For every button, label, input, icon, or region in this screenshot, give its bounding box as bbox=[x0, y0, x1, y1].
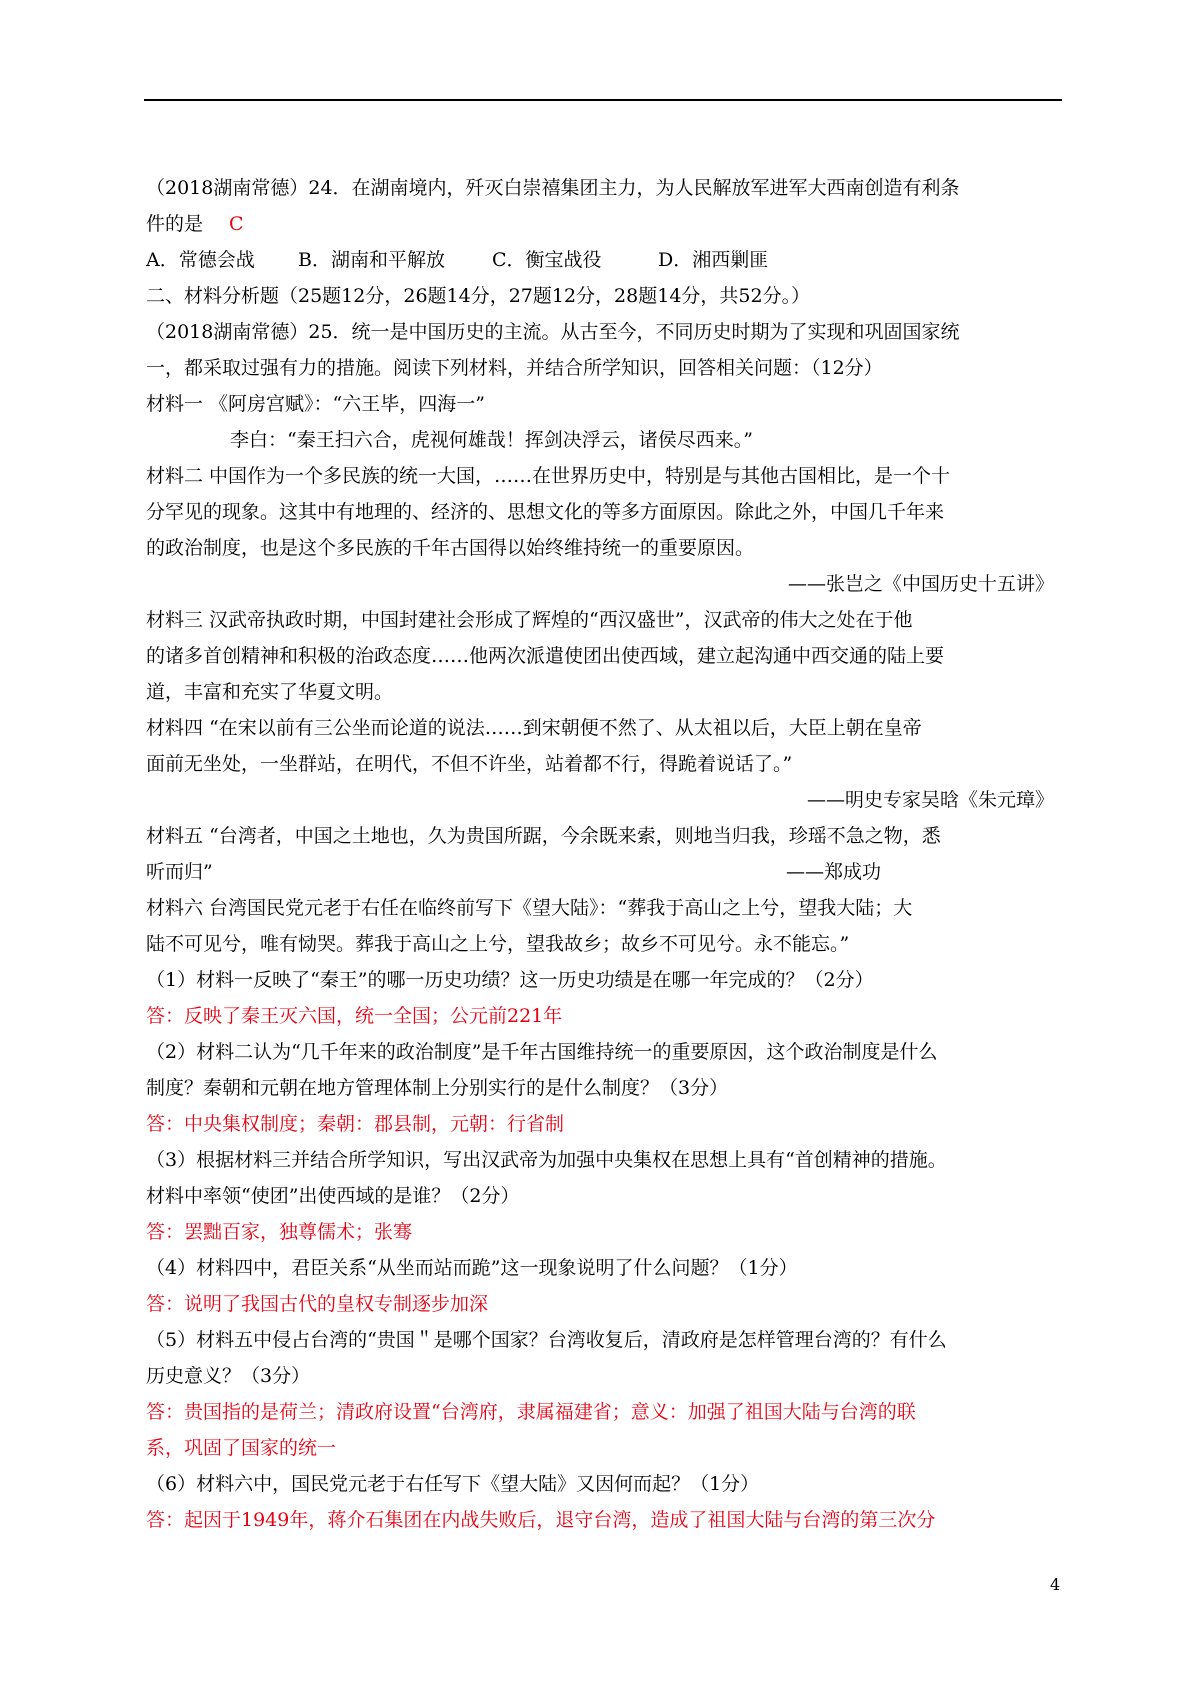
sub-question-3-line2: 材料中率领“使团”出使西域的是谁？（2分） bbox=[146, 1185, 520, 1207]
page-number: 4 bbox=[1050, 1575, 1061, 1594]
q24-line2 bbox=[146, 206, 1062, 242]
q24-option-c: C．衡宝战役 bbox=[492, 249, 602, 271]
material-4b: 面前无坐处，一坐群站，在明代，不但不许坐，站着都不行，得跪着说话了。” bbox=[146, 753, 793, 775]
material-3c: 道，丰富和充实了华夏文明。 bbox=[146, 681, 394, 703]
answer-6: 答：起因于1949年，蒋介石集团在内战失败后，退守台湾，造成了祖国大陆与台湾的第三次分 bbox=[146, 1509, 936, 1531]
document-body bbox=[146, 170, 1062, 1538]
q24-option-d: D．湘西剿匪 bbox=[658, 249, 769, 271]
material-5b-row bbox=[146, 854, 1062, 890]
material-4-source: ——明史专家吴晗《朱元璋》 bbox=[806, 789, 1054, 811]
sub-question-5-line1: （5）材料五中侵占台湾的“贵国＂是哪个国家？台湾收复后，清政府是怎样管理台湾的？有什么 bbox=[146, 1329, 947, 1351]
sub-question-2-line2: 制度？秦朝和元朝在地方管理体制上分别实行的是什么制度？（3分） bbox=[146, 1077, 729, 1099]
material-5b: 听而归” bbox=[146, 861, 213, 883]
answer-4: 答：说明了我国古代的皇权专制逐步加深 bbox=[146, 1293, 489, 1315]
sub-question-2-line1: （2）材料二认为“几千年来的政治制度”是千年古国维持统一的重要原因，这个政治制度是什么 bbox=[146, 1041, 938, 1063]
material-5a: 材料五 “台湾者，中国之土地也，久为贵国所踞，今余既来索，则地当归我，珍瑶不急之物，悉 bbox=[146, 825, 941, 847]
q24-option-a: A．常德会战 bbox=[146, 249, 255, 271]
q25-intro-2: 一，都采取过强有力的措施。阅读下列材料，并结合所学知识，回答相关问题：（12分） bbox=[146, 357, 883, 379]
material-1b: 李白：“秦王扫六合，虎视何雄哉！挥剑决浮云，诸侯尽西来。” bbox=[230, 429, 753, 451]
material-4a: 材料四 “在宋以前有三公坐而论道的说法……到宋朝便不然了、从太祖以后，大臣上朝在皇帝 bbox=[146, 717, 922, 739]
sub-question-4: （4）材料四中，君臣关系“从坐而站而跪”这一现象说明了什么问题？（1分） bbox=[146, 1257, 798, 1279]
material-5-source: ——郑成功 bbox=[786, 861, 882, 883]
sub-question-6: （6）材料六中，国民党元老于右任写下《望大陆》又因何而起？（1分） bbox=[146, 1473, 760, 1495]
answer-3: 答：罢黜百家，独尊儒术；张骞 bbox=[146, 1221, 413, 1243]
sub-question-3-line1: （3）根据材料三并结合所学知识，写出汉武帝为加强中央集权在思想上具有“首创精神的措施。 bbox=[146, 1149, 947, 1171]
q24-option-b: B．湖南和平解放 bbox=[298, 249, 445, 271]
sub-question-1: （1）材料一反映了“秦王”的哪一历史功绩？这一历史功绩是在哪一年完成的？（2分） bbox=[146, 969, 874, 991]
material-2-source: ——张岂之《中国历史十五讲》 bbox=[787, 573, 1054, 595]
q24-stem-end: 件的是 bbox=[146, 213, 204, 235]
header-rule bbox=[144, 99, 1062, 101]
material-6a: 材料六 台湾国民党元老于右任在临终前写下《望大陆》：“葬我于高山之上兮，望我大陆；大 bbox=[146, 897, 913, 919]
q24-options bbox=[146, 242, 1062, 278]
material-3b: 的诸多首创精神和积极的治政态度……他两次派遣使团出使西域，建立起沟通中西交通的陆上要 bbox=[146, 645, 945, 667]
material-3a: 材料三 汉武帝执政时期，中国封建社会形成了辉煌的“西汉盛世”，汉武帝的伟大之处在于他 bbox=[146, 609, 913, 631]
answer-2: 答：中央集权制度；秦朝：郡县制，元朝：行省制 bbox=[146, 1113, 565, 1135]
sub-question-5-line2: 历史意义？（3分） bbox=[146, 1365, 311, 1387]
q25-intro-1: （2018湖南常德）25．统一是中国历史的主流。从古至今，不同历史时期为了实现和巩固国家统 bbox=[146, 321, 960, 343]
answer-5-line2: 系，巩固了国家的统一 bbox=[146, 1437, 337, 1459]
material-2c: 的政治制度，也是这个多民族的千年古国得以始终维持统一的重要原因。 bbox=[146, 537, 755, 559]
material-6b: 陆不可见兮，唯有恸哭。葬我于高山之上兮，望我故乡；故乡不可见兮。永不能忘。” bbox=[146, 933, 850, 955]
material-2b: 分罕见的现象。这其中有地理的、经济的、思想文化的等多方面原因。除此之外，中国几千年来 bbox=[146, 501, 945, 523]
q24-line1: （2018湖南常德）24．在湖南境内，歼灭白崇禧集团主力，为人民解放军进军大西南创造有利条 bbox=[146, 177, 960, 199]
answer-1: 答：反映了秦王灭六国，统一全国；公元前221年 bbox=[146, 1005, 563, 1027]
material-1a: 材料一 《阿房宫赋》：“六王毕，四海一” bbox=[146, 393, 485, 415]
answer-5-line1: 答：贵国指的是荷兰；清政府设置“台湾府，隶属福建省；意义：加强了祖国大陆与台湾的联 bbox=[146, 1401, 916, 1423]
q24-answer: C bbox=[229, 213, 244, 235]
section-title: 二、材料分析题（25题12分，26题14分，27题12分，28题14分，共52分。） bbox=[146, 285, 811, 307]
material-2a: 材料二 中国作为一个多民族的统一大国，……在世界历史中，特别是与其他古国相比，是一个十 bbox=[146, 465, 951, 487]
